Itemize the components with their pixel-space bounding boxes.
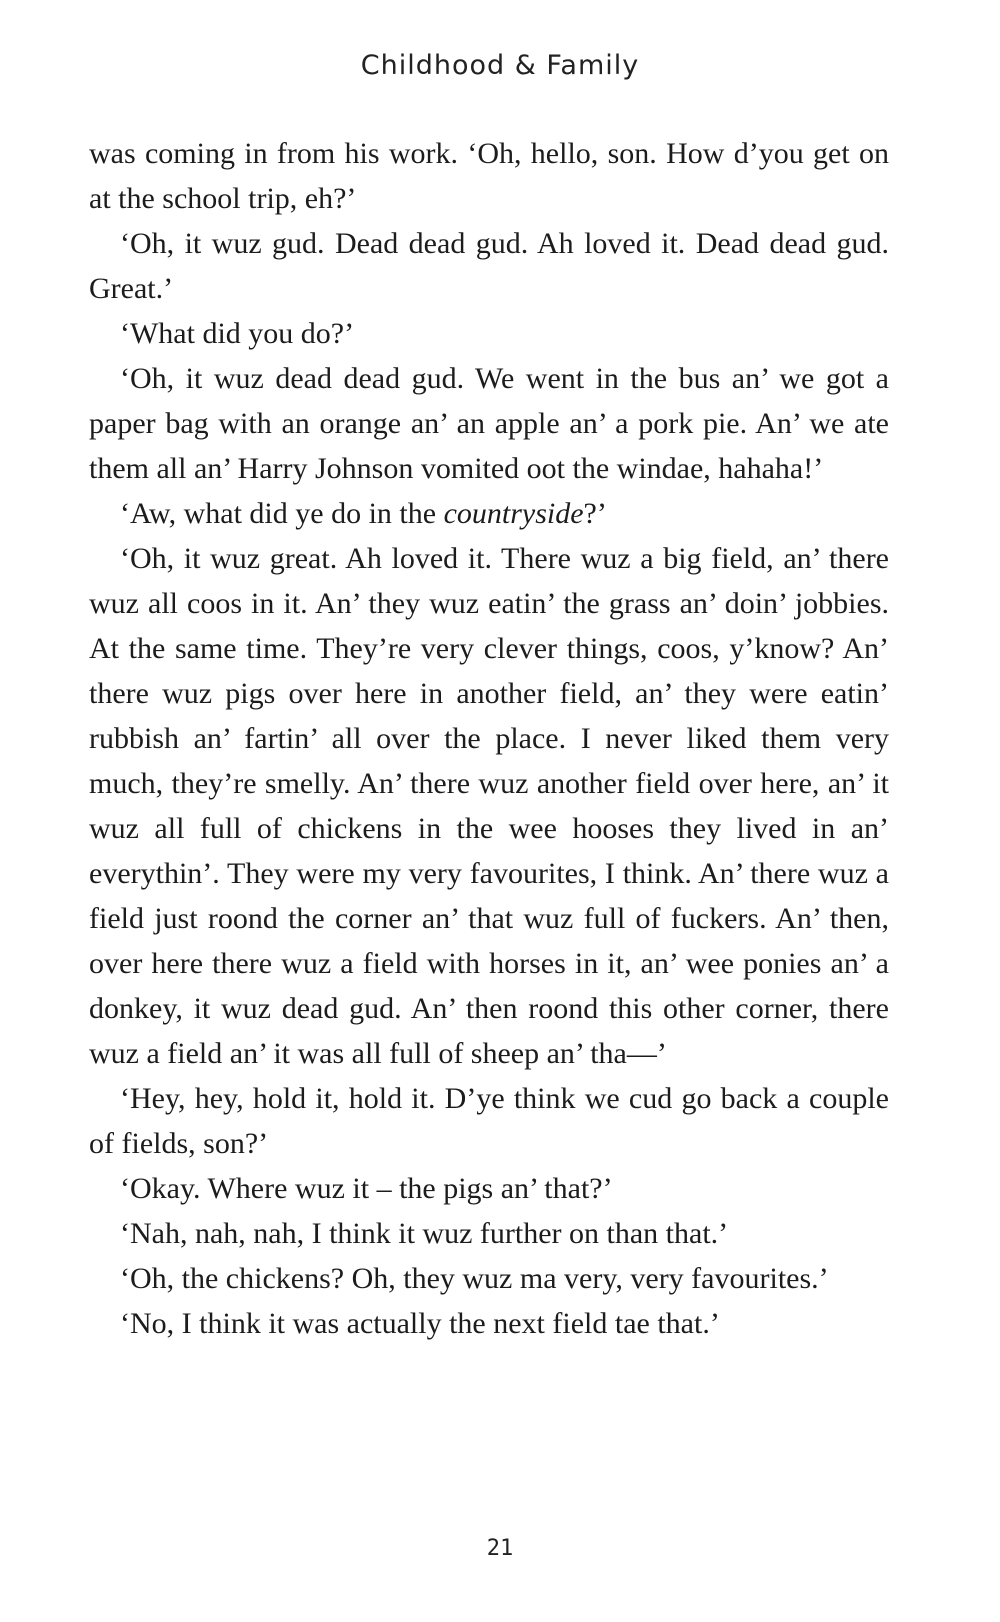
paragraph-text: ‘Aw, what did ye do in the (120, 497, 444, 530)
paragraph-text: ?’ (583, 497, 607, 530)
paragraph: ‘Oh, it wuz dead dead gud. We went in the bus an’ we got a paper bag with an orange an’ an apple an’ a pork pie. An’ we ate them all an’ Harry Johnson vomited oot the windae, hahaha!’ (89, 362, 889, 485)
paragraph: ‘Okay. Where wuz it – the pigs an’ that?’ (120, 1172, 613, 1205)
paragraph: ‘Oh, the chickens? Oh, they wuz ma very, very favourites.’ (120, 1262, 829, 1295)
paragraph: was coming in from his work. ‘Oh, hello, son. How d’you get on at the school trip, eh?’ (89, 137, 889, 215)
paragraph: ‘Oh, it wuz great. Ah loved it. There wuz a big field, an’ there wuz all coos in it. An’ they wuz eatin’ the grass an’ doin’ jobbies. At the same time. They’re very clever things, coos, y’know? An’ there wuz pigs over here in another field, an’ they were eatin’ rubbish an’ fartin’ all over the place. I never liked them very much, they’re smelly. An’ there wuz another field over here, an’ it wuz all full of chickens in the wee hooses they lived in an’ everythin’. They were my very favourites, I think. An’ there wuz a field just roond the corner an’ that wuz full of fuckers. An’ then, over here there wuz a field with horses in it, an’ wee ponies an’ a donkey, it wuz dead gud. An’ then roond this other corner, there wuz a field an’ it was all full of sheep an’ tha—’ (89, 542, 889, 1070)
paragraph: ‘No, I think it was actually the next field tae that.’ (120, 1307, 720, 1340)
paragraph (89, 491, 889, 536)
page-number: 21 (486, 1536, 514, 1561)
running-head: Childhood & Family (360, 50, 640, 81)
paragraph: ‘Hey, hey, hold it, hold it. D’ye think we cud go back a couple of fields, son?’ (89, 1082, 889, 1160)
italic-word: countryside (443, 497, 584, 530)
paragraph: ‘Oh, it wuz gud. Dead dead gud. Ah loved it. Dead dead gud. Great.’ (89, 227, 889, 305)
paragraph: ‘Nah, nah, nah, I think it wuz further on than that.’ (120, 1217, 729, 1250)
body-text (89, 131, 889, 1346)
paragraph: ‘What did you do?’ (120, 317, 355, 350)
